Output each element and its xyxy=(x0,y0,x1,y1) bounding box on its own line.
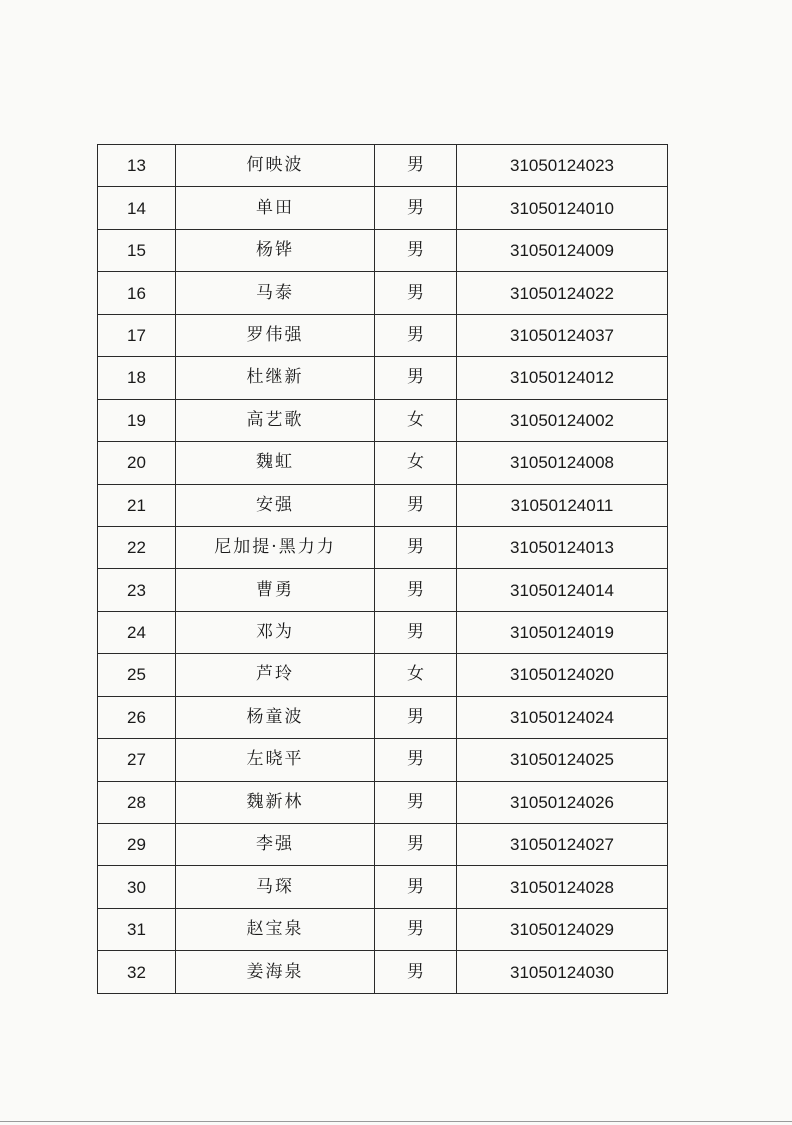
id-number-cell: 31050124028 xyxy=(457,866,668,908)
id-number-cell: 31050124027 xyxy=(457,824,668,866)
gender-cell: 男 xyxy=(375,951,457,993)
row-number-cell: 21 xyxy=(98,484,176,526)
gender-cell: 男 xyxy=(375,866,457,908)
name-cell: 安强 xyxy=(176,484,375,526)
name-cell: 高艺歌 xyxy=(176,399,375,441)
table-row xyxy=(98,314,668,356)
row-number-cell: 31 xyxy=(98,908,176,950)
id-number-cell: 31050124013 xyxy=(457,526,668,568)
row-number-cell: 23 xyxy=(98,569,176,611)
table-row xyxy=(98,951,668,993)
name-cell: 邓为 xyxy=(176,611,375,653)
gender-cell: 男 xyxy=(375,272,457,314)
name-cell: 何映波 xyxy=(176,145,375,187)
row-number-cell: 27 xyxy=(98,739,176,781)
row-number-cell: 30 xyxy=(98,866,176,908)
row-number-cell: 20 xyxy=(98,442,176,484)
gender-cell: 女 xyxy=(375,399,457,441)
gender-cell: 男 xyxy=(375,569,457,611)
roster-table-body xyxy=(98,145,668,994)
id-number-cell: 31050124011 xyxy=(457,484,668,526)
table-row xyxy=(98,272,668,314)
gender-cell: 男 xyxy=(375,187,457,229)
gender-cell: 男 xyxy=(375,526,457,568)
name-cell: 杨童波 xyxy=(176,696,375,738)
gender-cell: 男 xyxy=(375,781,457,823)
id-number-cell: 31050124008 xyxy=(457,442,668,484)
gender-cell: 女 xyxy=(375,654,457,696)
id-number-cell: 31050124022 xyxy=(457,272,668,314)
page-bottom-rule xyxy=(0,1121,792,1122)
roster-table xyxy=(97,144,668,994)
id-number-cell: 31050124023 xyxy=(457,145,668,187)
table-row xyxy=(98,484,668,526)
table-row xyxy=(98,442,668,484)
row-number-cell: 25 xyxy=(98,654,176,696)
table-row xyxy=(98,187,668,229)
row-number-cell: 24 xyxy=(98,611,176,653)
gender-cell: 男 xyxy=(375,314,457,356)
name-cell: 尼加提·黑力力 xyxy=(176,526,375,568)
id-number-cell: 31050124002 xyxy=(457,399,668,441)
id-number-cell: 31050124019 xyxy=(457,611,668,653)
table-row xyxy=(98,611,668,653)
name-cell: 单田 xyxy=(176,187,375,229)
row-number-cell: 18 xyxy=(98,357,176,399)
name-cell: 罗伟强 xyxy=(176,314,375,356)
name-cell: 左晓平 xyxy=(176,739,375,781)
name-cell: 杨铧 xyxy=(176,229,375,271)
id-number-cell: 31050124014 xyxy=(457,569,668,611)
row-number-cell: 13 xyxy=(98,145,176,187)
table-row xyxy=(98,399,668,441)
row-number-cell: 26 xyxy=(98,696,176,738)
gender-cell: 男 xyxy=(375,611,457,653)
name-cell: 杜继新 xyxy=(176,357,375,399)
gender-cell: 男 xyxy=(375,739,457,781)
table-row xyxy=(98,229,668,271)
row-number-cell: 16 xyxy=(98,272,176,314)
table-row xyxy=(98,145,668,187)
gender-cell: 男 xyxy=(375,357,457,399)
table-row xyxy=(98,526,668,568)
name-cell: 赵宝泉 xyxy=(176,908,375,950)
gender-cell: 男 xyxy=(375,229,457,271)
name-cell: 曹勇 xyxy=(176,569,375,611)
gender-cell: 男 xyxy=(375,145,457,187)
id-number-cell: 31050124037 xyxy=(457,314,668,356)
row-number-cell: 19 xyxy=(98,399,176,441)
id-number-cell: 31050124010 xyxy=(457,187,668,229)
id-number-cell: 31050124029 xyxy=(457,908,668,950)
table-row xyxy=(98,781,668,823)
table-row xyxy=(98,357,668,399)
gender-cell: 男 xyxy=(375,824,457,866)
table-row xyxy=(98,824,668,866)
table-row xyxy=(98,866,668,908)
table-row xyxy=(98,696,668,738)
gender-cell: 女 xyxy=(375,442,457,484)
table-row xyxy=(98,739,668,781)
row-number-cell: 15 xyxy=(98,229,176,271)
name-cell: 魏虹 xyxy=(176,442,375,484)
table-row xyxy=(98,654,668,696)
name-cell: 魏新林 xyxy=(176,781,375,823)
row-number-cell: 29 xyxy=(98,824,176,866)
id-number-cell: 31050124009 xyxy=(457,229,668,271)
name-cell: 芦玲 xyxy=(176,654,375,696)
name-cell: 姜海泉 xyxy=(176,951,375,993)
name-cell: 马琛 xyxy=(176,866,375,908)
name-cell: 马泰 xyxy=(176,272,375,314)
row-number-cell: 32 xyxy=(98,951,176,993)
row-number-cell: 22 xyxy=(98,526,176,568)
id-number-cell: 31050124025 xyxy=(457,739,668,781)
id-number-cell: 31050124020 xyxy=(457,654,668,696)
row-number-cell: 28 xyxy=(98,781,176,823)
name-cell: 李强 xyxy=(176,824,375,866)
id-number-cell: 31050124012 xyxy=(457,357,668,399)
gender-cell: 男 xyxy=(375,696,457,738)
id-number-cell: 31050124024 xyxy=(457,696,668,738)
id-number-cell: 31050124026 xyxy=(457,781,668,823)
gender-cell: 男 xyxy=(375,484,457,526)
id-number-cell: 31050124030 xyxy=(457,951,668,993)
row-number-cell: 14 xyxy=(98,187,176,229)
row-number-cell: 17 xyxy=(98,314,176,356)
table-row xyxy=(98,569,668,611)
gender-cell: 男 xyxy=(375,908,457,950)
table-row xyxy=(98,908,668,950)
